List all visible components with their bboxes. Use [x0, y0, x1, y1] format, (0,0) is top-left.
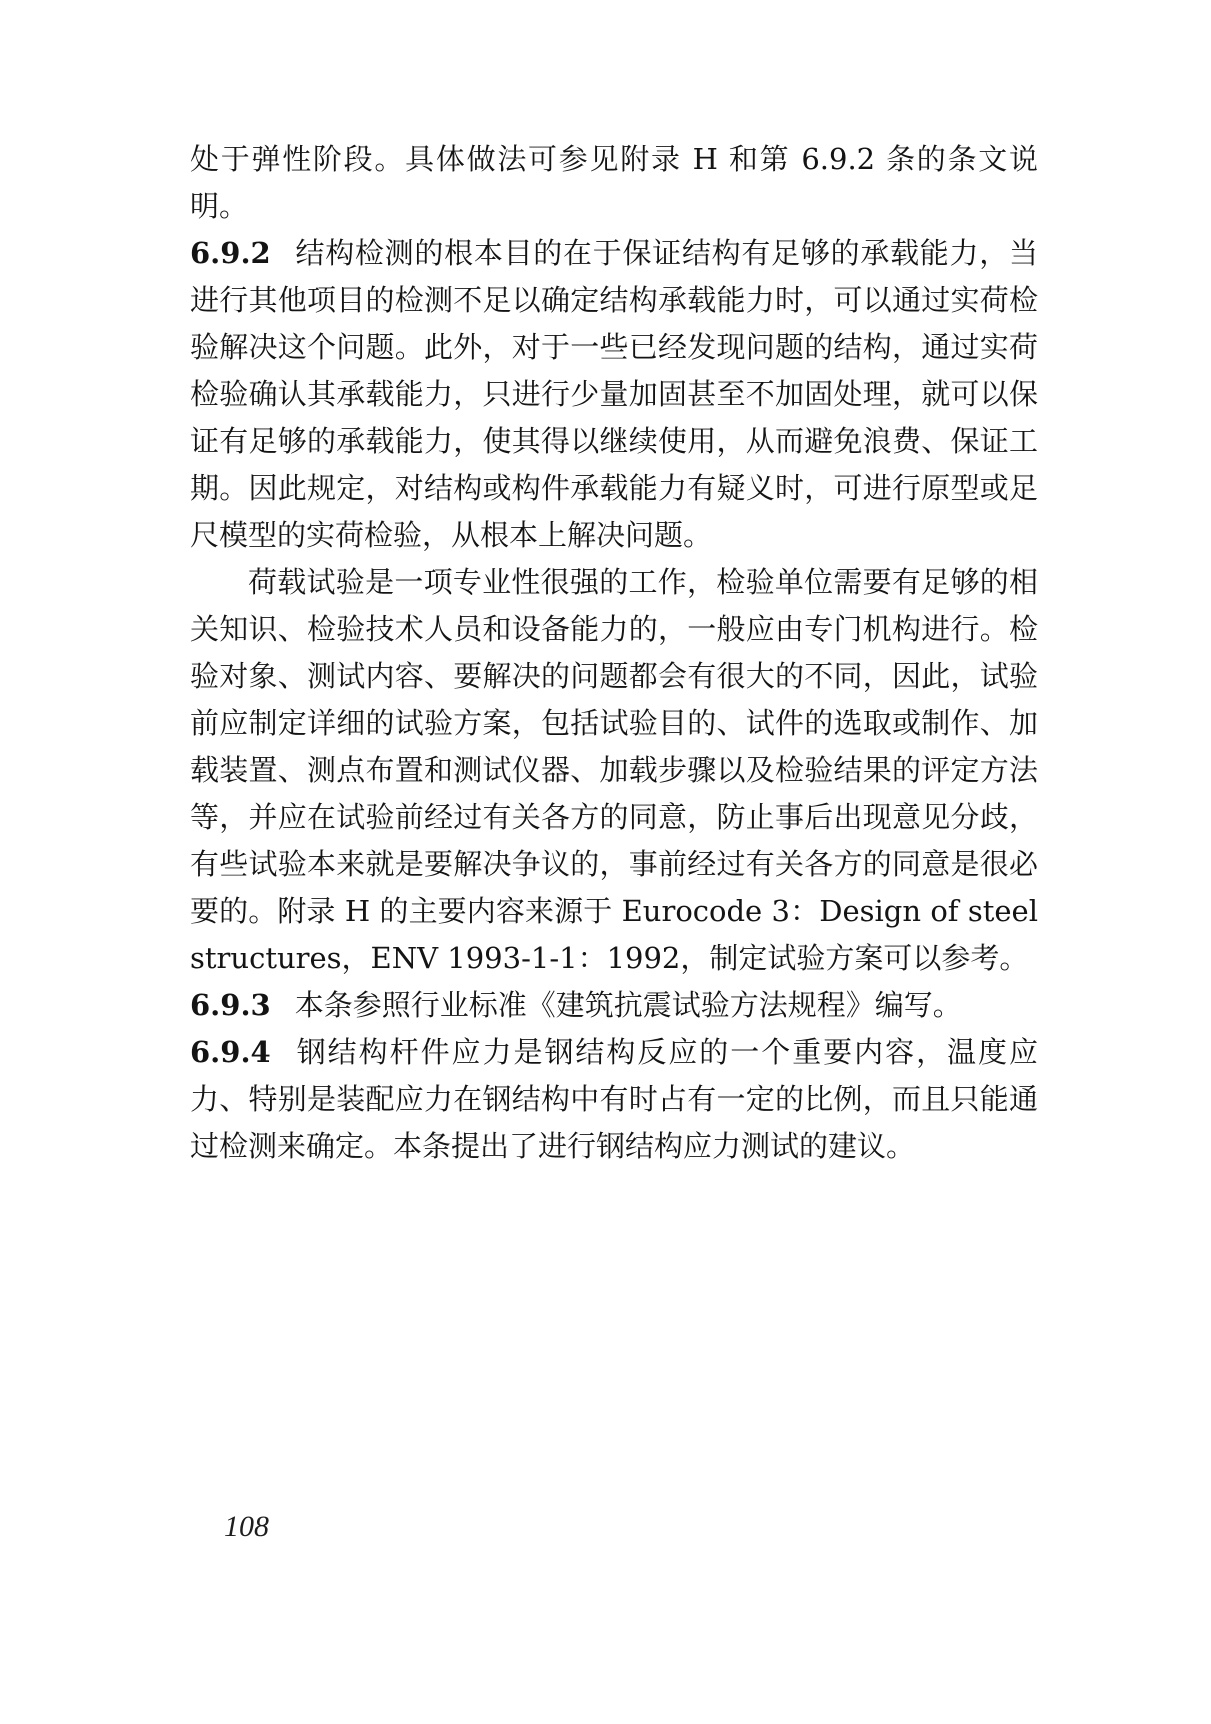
- body-text: [190, 136, 1038, 1170]
- clause-6-9-4: [190, 1029, 1038, 1170]
- clause-number: 6.9.4: [190, 1035, 271, 1069]
- paragraph-text: 荷载试验是一项专业性很强的工作，检验单位需要有足够的相关知识、检验技术人员和设备能力的，一般应由专门机构进行。检验对象、测试内容、要解决的问题都会有很大的不同，因此，试验前应制定详细的试验方案，包括试验目的、试件的选取或制作、加载装置、测点布置和测试仪器、加载步骤以及检验结果的评定方法等，并应在试验前经过有关各方的同意，防止事后出现意见分歧，有些试验本来就是要解决争议的，事前经过有关各方的同意是很必要的。附录 H 的主要内容来源于 Eurocode 3：Design of steel structures，ENV 1993-1-1：1992，制定试验方案可以参考。: [190, 565, 1038, 975]
- clause-text: 本条参照行业标准《建筑抗震试验方法规程》编写。: [294, 988, 962, 1022]
- page-number: 108: [224, 1510, 269, 1543]
- clause-text: 钢结构杆件应力是钢结构反应的一个重要内容，温度应力、特别是装配应力在钢结构中有时占有一定的比例，而且只能通过检测来确定。本条提出了进行钢结构应力测试的建议。: [190, 1035, 1038, 1163]
- paragraph-text: 处于弹性阶段。具体做法可参见附录 H 和第 6.9.2 条的条文说明。: [190, 142, 1038, 223]
- clause-number: 6.9.2: [190, 236, 271, 270]
- clause-6-9-3: [190, 982, 1038, 1029]
- clause-6-9-2: [190, 230, 1038, 559]
- clause-text: 结构检测的根本目的在于保证结构有足够的承载能力，当进行其他项目的检测不足以确定结构承载能力时，可以通过实荷检验解决这个问题。此外，对于一些已经发现问题的结构，通过实荷检验确认其承载能力，只进行少量加固甚至不加固处理，就可以保证有足够的承载能力，使其得以继续使用，从而避免浪费、保证工期。因此规定，对结构或构件承载能力有疑义时，可进行原型或足尺模型的实荷检验，从根本上解决问题。: [190, 236, 1038, 552]
- paragraph-continuation: [190, 136, 1038, 230]
- paragraph-load-test: [190, 559, 1038, 982]
- clause-number: 6.9.3: [190, 988, 271, 1022]
